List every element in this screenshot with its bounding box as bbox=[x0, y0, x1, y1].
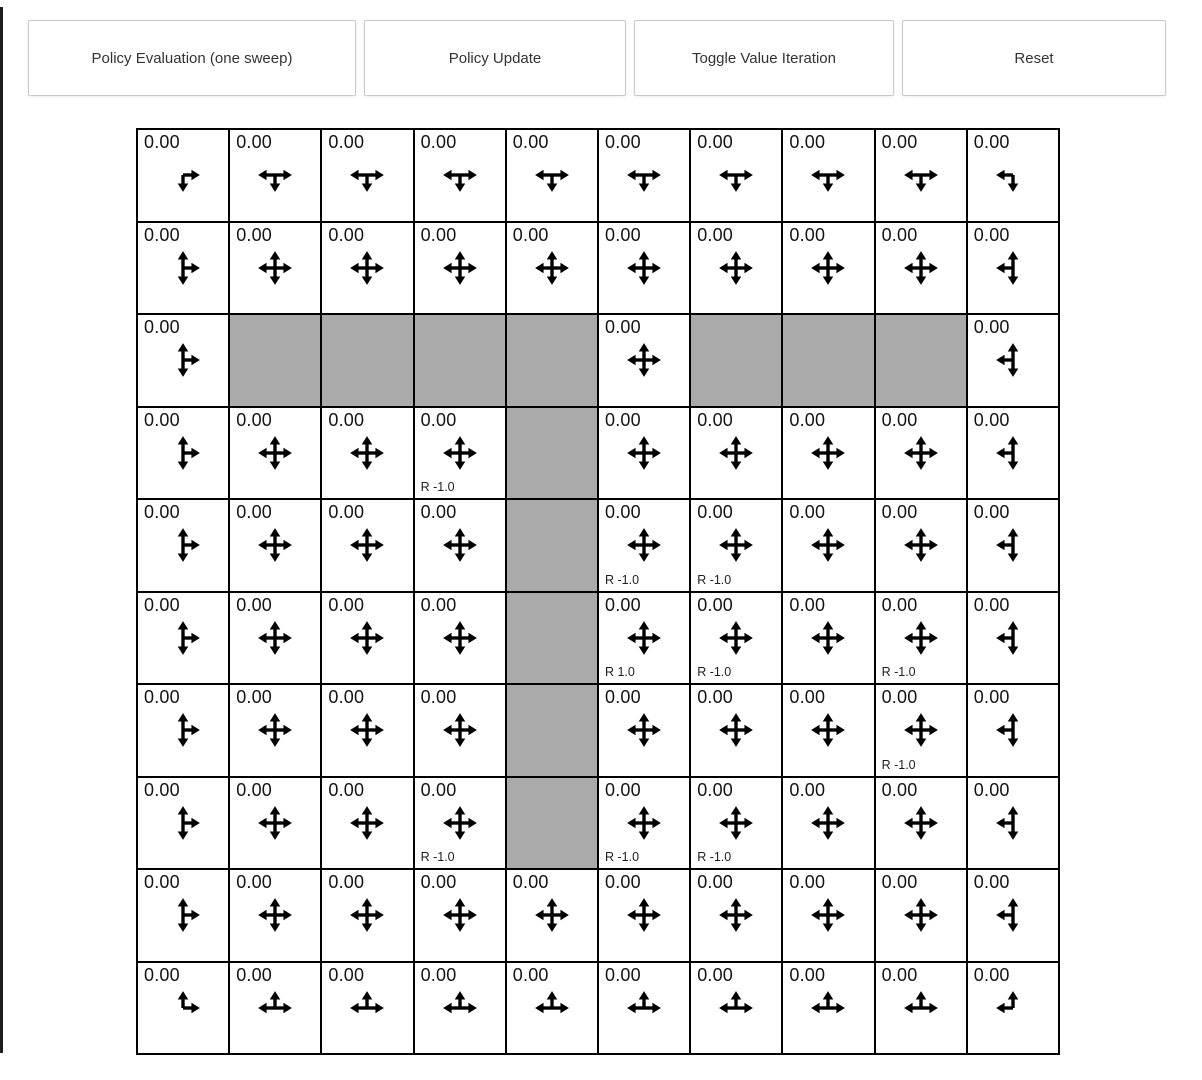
state-value: 0.00 bbox=[604, 779, 641, 800]
grid-cell bbox=[321, 499, 413, 592]
policy-arrows-icon bbox=[533, 156, 571, 194]
grid-cell-wall bbox=[506, 592, 598, 685]
policy-arrows-icon bbox=[902, 249, 940, 287]
grid-cell bbox=[414, 499, 506, 592]
policy-arrows-icon bbox=[256, 804, 294, 842]
grid-cell bbox=[875, 592, 967, 685]
grid-cell-wall bbox=[414, 314, 506, 407]
grid-cell bbox=[414, 222, 506, 315]
state-value: 0.00 bbox=[789, 224, 826, 245]
state-value: 0.00 bbox=[236, 224, 273, 245]
policy-arrows-icon bbox=[441, 896, 479, 934]
policy-arrows-icon bbox=[717, 804, 755, 842]
policy-arrows-icon bbox=[164, 711, 202, 749]
grid-cell bbox=[782, 592, 874, 685]
grid-cell bbox=[598, 499, 690, 592]
grid-cell bbox=[690, 962, 782, 1055]
state-value: 0.00 bbox=[512, 964, 549, 985]
policy-arrows-icon bbox=[625, 619, 663, 657]
grid-cell bbox=[506, 129, 598, 222]
grid-cell bbox=[598, 314, 690, 407]
grid-cell-wall bbox=[506, 777, 598, 870]
policy-arrows-icon bbox=[256, 619, 294, 657]
reset-button[interactable]: Reset bbox=[902, 20, 1166, 96]
grid-cell bbox=[782, 777, 874, 870]
grid-cell bbox=[137, 314, 229, 407]
toggle-value-iteration-button[interactable]: Toggle Value Iteration bbox=[634, 20, 894, 96]
policy-arrows-icon bbox=[994, 804, 1032, 842]
state-value: 0.00 bbox=[789, 594, 826, 615]
policy-arrows-icon bbox=[348, 434, 386, 472]
grid-cell bbox=[782, 962, 874, 1055]
state-value: 0.00 bbox=[512, 224, 549, 245]
state-value: 0.00 bbox=[328, 224, 365, 245]
grid-cell bbox=[321, 407, 413, 500]
policy-arrows-icon bbox=[809, 156, 847, 194]
policy-arrows-icon bbox=[348, 156, 386, 194]
state-value: 0.00 bbox=[236, 779, 273, 800]
grid-cell bbox=[414, 962, 506, 1055]
grid-cell bbox=[321, 222, 413, 315]
grid-cell bbox=[321, 869, 413, 962]
policy-arrows-icon bbox=[994, 896, 1032, 934]
policy-arrows-icon bbox=[809, 434, 847, 472]
policy-arrows-icon bbox=[256, 711, 294, 749]
state-value: 0.00 bbox=[144, 409, 180, 430]
policy-arrows-icon bbox=[902, 804, 940, 842]
policy-arrows-icon bbox=[441, 711, 479, 749]
grid-cell bbox=[229, 129, 321, 222]
state-value: 0.00 bbox=[697, 594, 734, 615]
grid-cell-wall bbox=[506, 499, 598, 592]
grid-cell bbox=[598, 684, 690, 777]
policy-arrows-icon bbox=[348, 526, 386, 564]
grid-cell bbox=[321, 777, 413, 870]
state-value: 0.00 bbox=[328, 964, 365, 985]
policy-arrows-icon bbox=[533, 989, 571, 1027]
state-value: 0.00 bbox=[789, 964, 826, 985]
grid-cell-wall bbox=[321, 314, 413, 407]
grid-cell-wall bbox=[506, 314, 598, 407]
state-value: 0.00 bbox=[328, 132, 365, 152]
policy-arrows-icon bbox=[902, 434, 940, 472]
state-value: 0.00 bbox=[881, 687, 918, 707]
policy-arrows-icon bbox=[809, 896, 847, 934]
state-value: 0.00 bbox=[697, 779, 734, 800]
policy-arrows-icon bbox=[348, 989, 386, 1027]
policy-arrows-icon bbox=[902, 526, 940, 564]
policy-arrows-icon bbox=[164, 526, 202, 564]
state-value: 0.00 bbox=[144, 779, 180, 800]
policy-arrows-icon bbox=[348, 896, 386, 934]
policy-arrows-icon bbox=[441, 804, 479, 842]
policy-arrows-icon bbox=[441, 989, 479, 1027]
policy-update-button[interactable]: Policy Update bbox=[364, 20, 626, 96]
policy-arrows-icon bbox=[994, 711, 1032, 749]
grid-cell bbox=[782, 869, 874, 962]
policy-arrows-icon bbox=[717, 434, 755, 472]
state-value: 0.00 bbox=[973, 224, 1010, 245]
policy-arrows-icon bbox=[717, 989, 755, 1027]
reward-label: R -1.0 bbox=[604, 572, 640, 587]
state-value: 0.00 bbox=[328, 779, 365, 800]
state-value: 0.00 bbox=[604, 872, 641, 892]
state-value: 0.00 bbox=[604, 687, 641, 707]
reward-label: R 1.0 bbox=[604, 665, 635, 679]
policy-arrows-icon bbox=[717, 619, 755, 657]
grid-cell bbox=[229, 407, 321, 500]
policy-arrows-icon bbox=[164, 989, 202, 1027]
grid-cell bbox=[598, 592, 690, 685]
grid-cell bbox=[782, 684, 874, 777]
state-value: 0.00 bbox=[144, 687, 180, 707]
policy-arrows-icon bbox=[164, 341, 202, 379]
state-value: 0.00 bbox=[604, 594, 641, 615]
policy-arrows-icon bbox=[441, 434, 479, 472]
state-value: 0.00 bbox=[604, 132, 641, 152]
grid-cell bbox=[782, 222, 874, 315]
state-value: 0.00 bbox=[512, 132, 549, 152]
policy-arrows-icon bbox=[164, 619, 202, 657]
grid-cell bbox=[782, 407, 874, 500]
state-value: 0.00 bbox=[420, 687, 457, 707]
state-value: 0.00 bbox=[144, 224, 180, 245]
state-value: 0.00 bbox=[604, 317, 641, 337]
state-value: 0.00 bbox=[144, 594, 180, 615]
policy-arrows-icon bbox=[994, 989, 1032, 1027]
grid-cell bbox=[598, 407, 690, 500]
grid-cell bbox=[506, 222, 598, 315]
state-value: 0.00 bbox=[697, 687, 734, 707]
policy-arrows-icon bbox=[441, 249, 479, 287]
policy-arrows-icon bbox=[625, 526, 663, 564]
grid-cell bbox=[782, 129, 874, 222]
policy-arrows-icon bbox=[625, 711, 663, 749]
grid-cell bbox=[967, 314, 1059, 407]
policy-arrows-icon bbox=[994, 526, 1032, 564]
grid-cell bbox=[690, 777, 782, 870]
policy-arrows-icon bbox=[441, 619, 479, 657]
state-value: 0.00 bbox=[236, 687, 273, 707]
state-value: 0.00 bbox=[973, 132, 1010, 152]
grid-cell-wall bbox=[506, 407, 598, 500]
state-value: 0.00 bbox=[789, 872, 826, 892]
policy-arrows-icon bbox=[809, 619, 847, 657]
state-value: 0.00 bbox=[420, 872, 457, 892]
policy-arrows-icon bbox=[348, 711, 386, 749]
state-value: 0.00 bbox=[328, 872, 365, 892]
policy-arrows-icon bbox=[809, 249, 847, 287]
policy-arrows-icon bbox=[994, 619, 1032, 657]
policy-arrows-icon bbox=[902, 619, 940, 657]
state-value: 0.00 bbox=[973, 409, 1010, 430]
grid-cell-wall bbox=[506, 684, 598, 777]
grid-cell bbox=[229, 592, 321, 685]
grid-cell bbox=[690, 407, 782, 500]
grid-cell bbox=[137, 499, 229, 592]
state-value: 0.00 bbox=[512, 872, 549, 892]
state-value: 0.00 bbox=[697, 224, 734, 245]
grid-cell bbox=[137, 684, 229, 777]
grid-cell bbox=[598, 869, 690, 962]
policy-arrows-icon bbox=[902, 989, 940, 1027]
state-value: 0.00 bbox=[236, 132, 273, 152]
reward-label: R -1.0 bbox=[420, 480, 455, 494]
grid-cell bbox=[967, 869, 1059, 962]
toolbar bbox=[28, 20, 1166, 96]
state-value: 0.00 bbox=[881, 132, 918, 152]
grid-cell bbox=[137, 777, 229, 870]
state-value: 0.00 bbox=[881, 409, 918, 430]
policy-arrows-icon bbox=[348, 249, 386, 287]
grid-cell bbox=[229, 777, 321, 870]
grid-cell bbox=[875, 869, 967, 962]
state-value: 0.00 bbox=[420, 224, 457, 245]
state-value: 0.00 bbox=[881, 594, 918, 615]
state-value: 0.00 bbox=[973, 502, 1010, 522]
reward-label: R -1.0 bbox=[697, 572, 732, 587]
state-value: 0.00 bbox=[604, 964, 641, 985]
state-value: 0.00 bbox=[697, 409, 734, 430]
grid-cell bbox=[690, 869, 782, 962]
policy-arrows-icon bbox=[164, 804, 202, 842]
grid-cell bbox=[137, 962, 229, 1055]
reward-label: R -1.0 bbox=[881, 665, 916, 679]
policy-arrows-icon bbox=[441, 156, 479, 194]
state-value: 0.00 bbox=[881, 779, 918, 800]
grid-cell bbox=[506, 962, 598, 1055]
policy-arrows-icon bbox=[164, 434, 202, 472]
policy-arrows-icon bbox=[256, 434, 294, 472]
policy-arrows-icon bbox=[902, 896, 940, 934]
grid-cell bbox=[414, 129, 506, 222]
policy-arrows-icon bbox=[809, 989, 847, 1027]
grid-cell bbox=[414, 777, 506, 870]
grid-cell bbox=[414, 869, 506, 962]
state-value: 0.00 bbox=[973, 317, 1010, 337]
policy-arrows-icon bbox=[164, 249, 202, 287]
policy-arrows-icon bbox=[625, 804, 663, 842]
reward-label: R -1.0 bbox=[881, 757, 916, 772]
grid-cell bbox=[229, 962, 321, 1055]
grid-cell bbox=[690, 592, 782, 685]
window-edge bbox=[0, 7, 3, 1053]
grid-cell-wall bbox=[229, 314, 321, 407]
policy-arrows-icon bbox=[994, 156, 1032, 194]
policy-arrows-icon bbox=[256, 989, 294, 1027]
grid-cell bbox=[690, 129, 782, 222]
policy-arrows-icon bbox=[809, 804, 847, 842]
state-value: 0.00 bbox=[236, 502, 273, 522]
grid-cell-wall bbox=[782, 314, 874, 407]
state-value: 0.00 bbox=[420, 964, 457, 985]
policy-arrows-icon bbox=[625, 434, 663, 472]
state-value: 0.00 bbox=[144, 964, 180, 985]
state-value: 0.00 bbox=[236, 409, 273, 430]
state-value: 0.00 bbox=[420, 502, 457, 522]
state-value: 0.00 bbox=[144, 872, 180, 892]
policy-arrows-icon bbox=[256, 249, 294, 287]
grid-cell-wall bbox=[875, 314, 967, 407]
policy-arrows-icon bbox=[902, 711, 940, 749]
grid-cell bbox=[967, 777, 1059, 870]
state-value: 0.00 bbox=[604, 224, 641, 245]
state-value: 0.00 bbox=[420, 594, 457, 615]
grid-cell bbox=[598, 129, 690, 222]
state-value: 0.00 bbox=[328, 409, 365, 430]
policy-arrows-icon bbox=[625, 156, 663, 194]
state-value: 0.00 bbox=[328, 594, 365, 615]
policy-arrows-icon bbox=[625, 989, 663, 1027]
gridworld-grid bbox=[136, 128, 1060, 1055]
state-value: 0.00 bbox=[973, 779, 1010, 800]
reward-label: R -1.0 bbox=[697, 850, 732, 864]
grid-cell bbox=[137, 222, 229, 315]
state-value: 0.00 bbox=[604, 502, 641, 522]
policy-arrows-icon bbox=[994, 434, 1032, 472]
state-value: 0.00 bbox=[789, 409, 826, 430]
state-value: 0.00 bbox=[881, 872, 918, 892]
state-value: 0.00 bbox=[328, 687, 365, 707]
grid-cell bbox=[321, 592, 413, 685]
grid-cell bbox=[875, 684, 967, 777]
grid-cell bbox=[321, 129, 413, 222]
state-value: 0.00 bbox=[144, 132, 180, 152]
grid-cell bbox=[875, 777, 967, 870]
grid-cell bbox=[598, 777, 690, 870]
state-value: 0.00 bbox=[697, 502, 734, 522]
grid-cell bbox=[690, 222, 782, 315]
policy-arrows-icon bbox=[994, 249, 1032, 287]
grid-cell bbox=[875, 499, 967, 592]
state-value: 0.00 bbox=[144, 502, 180, 522]
state-value: 0.00 bbox=[973, 964, 1010, 985]
state-value: 0.00 bbox=[973, 594, 1010, 615]
policy-arrows-icon bbox=[256, 526, 294, 564]
policy-arrows-icon bbox=[902, 156, 940, 194]
policy-arrows-icon bbox=[809, 711, 847, 749]
grid-cell bbox=[229, 684, 321, 777]
policy-arrows-icon bbox=[717, 249, 755, 287]
grid-cell bbox=[690, 684, 782, 777]
policy-arrows-icon bbox=[717, 526, 755, 564]
grid-cell bbox=[967, 684, 1059, 777]
policy-arrows-icon bbox=[625, 896, 663, 934]
grid-cell bbox=[137, 869, 229, 962]
policy-arrows-icon bbox=[164, 896, 202, 934]
grid-cell bbox=[414, 407, 506, 500]
state-value: 0.00 bbox=[236, 872, 273, 892]
reward-label: R -1.0 bbox=[604, 850, 640, 864]
grid-cell bbox=[414, 684, 506, 777]
state-value: 0.00 bbox=[973, 872, 1010, 892]
grid-cell bbox=[967, 962, 1059, 1055]
policy-arrows-icon bbox=[717, 711, 755, 749]
grid-cell bbox=[782, 499, 874, 592]
grid-cell bbox=[598, 962, 690, 1055]
policy-arrows-icon bbox=[625, 249, 663, 287]
state-value: 0.00 bbox=[144, 317, 180, 337]
policy-arrows-icon bbox=[717, 896, 755, 934]
state-value: 0.00 bbox=[789, 132, 826, 152]
state-value: 0.00 bbox=[881, 964, 918, 985]
state-value: 0.00 bbox=[973, 687, 1010, 707]
grid-cell bbox=[967, 407, 1059, 500]
grid-cell bbox=[321, 962, 413, 1055]
policy-arrows-icon bbox=[256, 156, 294, 194]
grid-cell bbox=[875, 962, 967, 1055]
state-value: 0.00 bbox=[881, 502, 918, 522]
state-value: 0.00 bbox=[789, 779, 826, 800]
policy-arrows-icon bbox=[348, 619, 386, 657]
state-value: 0.00 bbox=[697, 872, 734, 892]
state-value: 0.00 bbox=[236, 594, 273, 615]
policy-arrows-icon bbox=[533, 896, 571, 934]
grid-cell bbox=[229, 222, 321, 315]
state-value: 0.00 bbox=[236, 964, 273, 985]
policy-arrows-icon bbox=[164, 156, 202, 194]
state-value: 0.00 bbox=[604, 409, 641, 430]
grid-cell bbox=[506, 869, 598, 962]
grid-cell bbox=[137, 407, 229, 500]
policy-arrows-icon bbox=[348, 804, 386, 842]
grid-cell-wall bbox=[690, 314, 782, 407]
policy-arrows-icon bbox=[256, 896, 294, 934]
grid-cell bbox=[967, 129, 1059, 222]
policy-arrows-icon bbox=[533, 249, 571, 287]
policy-arrows-icon bbox=[717, 156, 755, 194]
state-value: 0.00 bbox=[420, 132, 457, 152]
grid-cell bbox=[598, 222, 690, 315]
grid-cell bbox=[967, 592, 1059, 685]
reward-label: R -1.0 bbox=[420, 850, 455, 864]
grid-cell bbox=[414, 592, 506, 685]
state-value: 0.00 bbox=[328, 502, 365, 522]
grid-cell bbox=[229, 869, 321, 962]
state-value: 0.00 bbox=[697, 964, 734, 985]
reward-label: R -1.0 bbox=[697, 665, 732, 679]
policy-arrows-icon bbox=[809, 526, 847, 564]
policy-arrows-icon bbox=[441, 526, 479, 564]
grid-cell bbox=[875, 222, 967, 315]
grid-cell bbox=[967, 499, 1059, 592]
grid-cell bbox=[967, 222, 1059, 315]
grid-cell bbox=[875, 129, 967, 222]
state-value: 0.00 bbox=[789, 687, 826, 707]
grid-cell bbox=[875, 407, 967, 500]
grid-cell bbox=[137, 129, 229, 222]
grid-cell bbox=[229, 499, 321, 592]
policy-arrows-icon bbox=[994, 341, 1032, 379]
state-value: 0.00 bbox=[697, 132, 734, 152]
grid-cell bbox=[690, 499, 782, 592]
state-value: 0.00 bbox=[420, 409, 457, 430]
state-value: 0.00 bbox=[789, 502, 826, 522]
policy-arrows-icon bbox=[625, 341, 663, 379]
grid-cell bbox=[321, 684, 413, 777]
grid-cell bbox=[137, 592, 229, 685]
policy-evaluation-button[interactable]: Policy Evaluation (one sweep) bbox=[28, 20, 356, 96]
state-value: 0.00 bbox=[881, 224, 918, 245]
state-value: 0.00 bbox=[420, 779, 457, 800]
